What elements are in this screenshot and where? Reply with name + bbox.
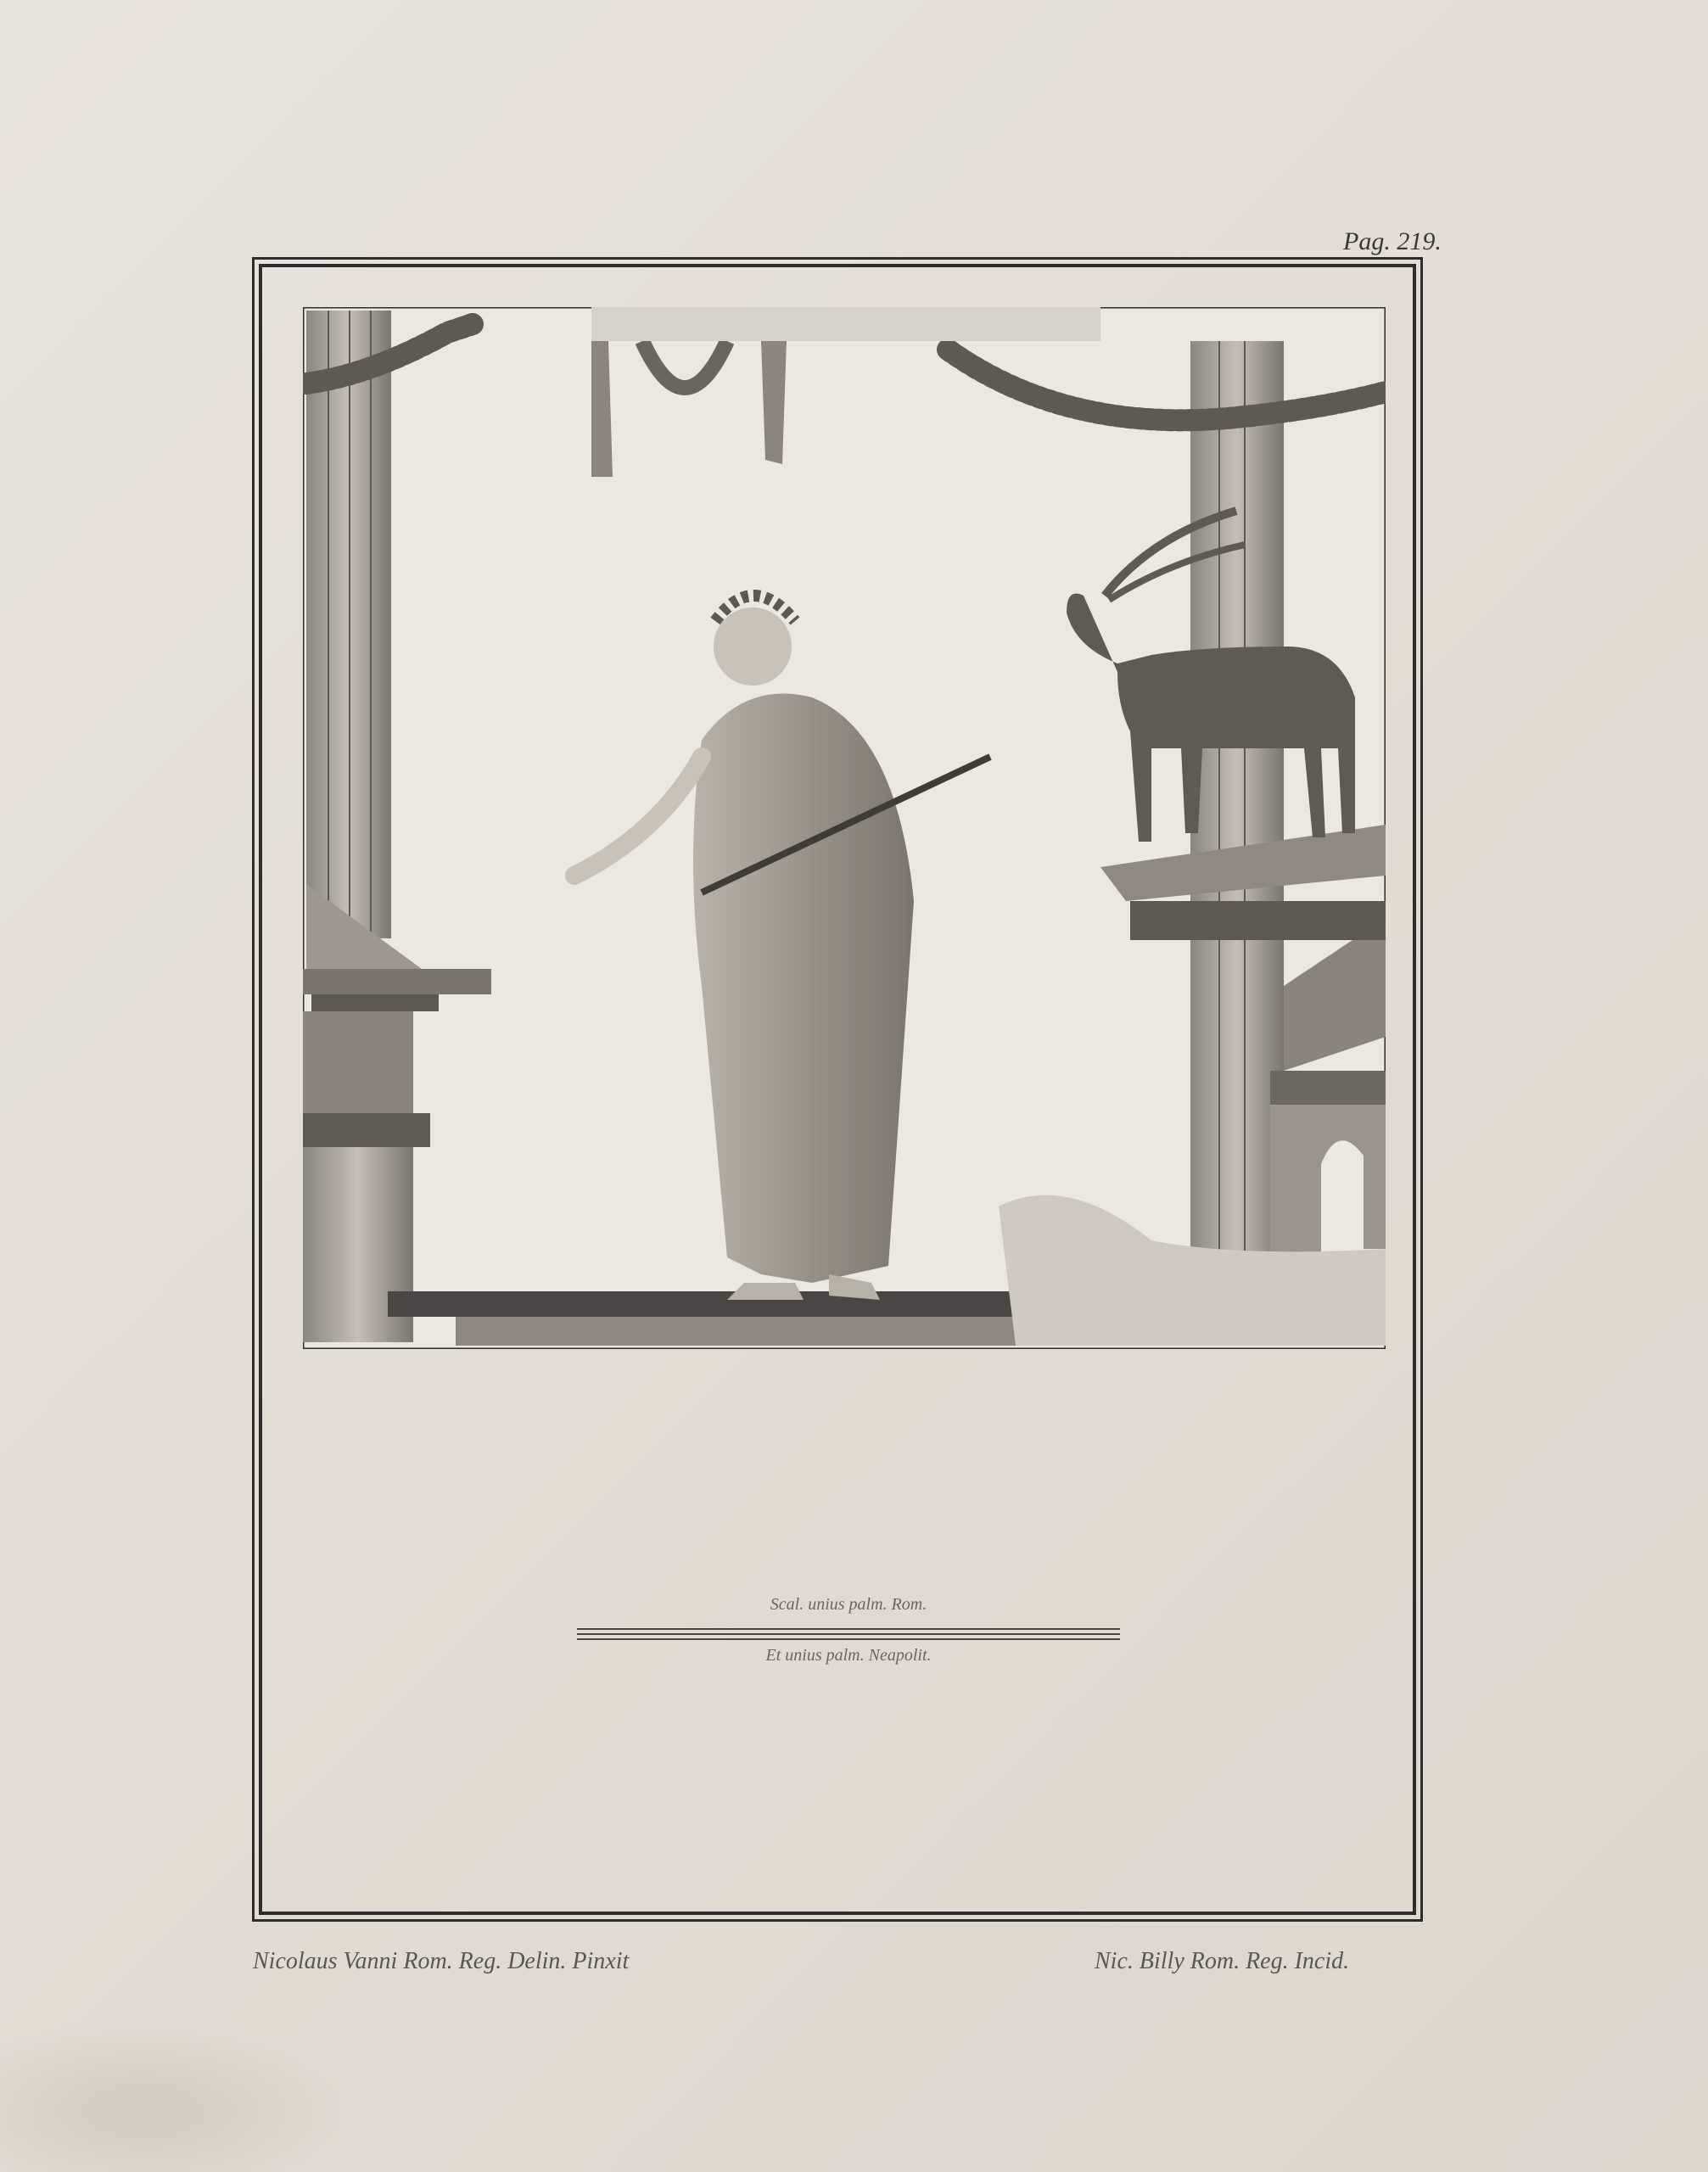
right-column xyxy=(1190,341,1284,1307)
credit-draughtsman: Nicolaus Vanni Rom. Reg. Delin. Pinxit xyxy=(253,1948,630,1974)
engraving-illustration xyxy=(303,307,1386,1349)
page-number: Pag. 219. xyxy=(1343,227,1442,255)
paper-stain xyxy=(0,2019,356,2172)
scale-ruler-lines xyxy=(577,1626,1120,1643)
left-column xyxy=(306,311,391,938)
torn-top-strip xyxy=(591,307,1100,341)
scale-bottom-label: Et unius palm. Neapolit. xyxy=(765,1646,932,1665)
scale-top-label: Scal. unius palm. Rom. xyxy=(770,1595,927,1614)
scale-bar xyxy=(577,1595,1120,1680)
credit-engraver: Nic. Billy Rom. Reg. Incid. xyxy=(1095,1948,1350,1974)
